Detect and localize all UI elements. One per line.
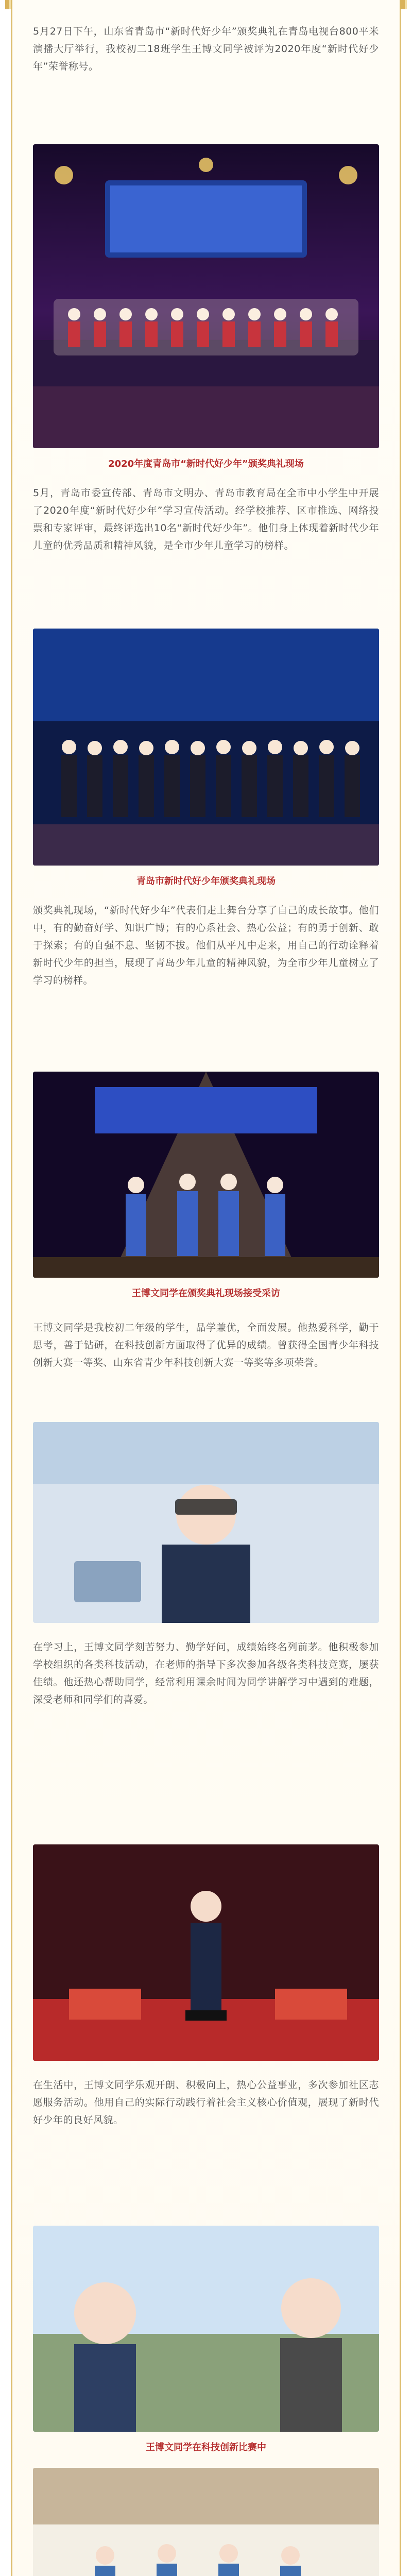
intro-paragraph: 5月27日下午，山东省青岛市“新时代好少年”颁奖典礼在青岛电视台800平米演播大厅举行，我校初二18班学生王博文同学被评为2020年度“新时代好少年”荣誉称号。	[33, 26, 379, 72]
body-paragraph: 颁奖典礼现场，“新时代好少年”代表们走上舞台分享了自己的成长故事。他们中，有的勤奋好学、知识广博；有的心系社会、热心公益；有的勇于创新、敢于探索；有的自强不息、坚韧不拔。他们从平凡中走来，用自己的行动诠释着新时代少年的担当，展现了青岛少年儿童的精神风貌，为全市少年儿童树立了学习的榜样。	[33, 905, 379, 986]
photo-caption: 2020年度青岛市“新时代好少年”颁奖典礼现场	[108, 459, 304, 469]
award-stage-photo	[33, 1072, 379, 1278]
speech-photo	[33, 1844, 379, 2061]
body-paragraph: 在学习上，王博文同学刻苦努力、勤学好问，成绩始终名列前茅。他积极参加学校组织的各类科技活动，在老师的指导下多次参加各级各类科技竞赛，屡获佳绩。他还热心帮助同学，经常利用课余时间为同学讲解学习中遇到的难题，深受老师和同学们的喜爱。	[33, 1641, 379, 1705]
interview-photo	[33, 1422, 379, 1623]
group-photo	[33, 629, 379, 866]
student-photo	[33, 2226, 379, 2432]
body-paragraph: 王博文同学是我校初二年级的学生，品学兼优，全面发展。他热爱科学，勤于思考，善于钻研，在科技创新方面取得了优异的成绩。曾获得全国青少年科技创新大赛一等奖、山东省青少年科技创新大赛一等奖等多项荣誉。	[33, 1322, 379, 1368]
stage-photo	[33, 144, 379, 448]
body-paragraph: 在生活中，王博文同学乐观开朗、积极向上，热心公益事业，多次参加社区志愿服务活动。他用自己的实际行动践行着社会主义核心价值观，展现了新时代好少年的良好风貌。	[33, 2079, 379, 2126]
photo-caption: 青岛市新时代好少年颁奖典礼现场	[136, 876, 276, 887]
library-photo	[33, 2468, 379, 2576]
photo-caption: 王博文同学在颁奖典礼现场接受采访	[132, 1288, 280, 1299]
body-paragraph: 5月，青岛市委宣传部、青岛市文明办、青岛市教育局在全市中小学生中开展了2020年度“新时代好少年”学习宣传活动。经学校推荐、区市推选、网络投票和专家评审，最终评选出10名“新时代好少年”。他们身上体现着新时代少年儿童的优秀品质和精神风貌，是全市少年儿童学习的榜样。	[33, 487, 379, 551]
photo-caption: 王博文同学在科技创新比赛中	[146, 2442, 266, 2453]
